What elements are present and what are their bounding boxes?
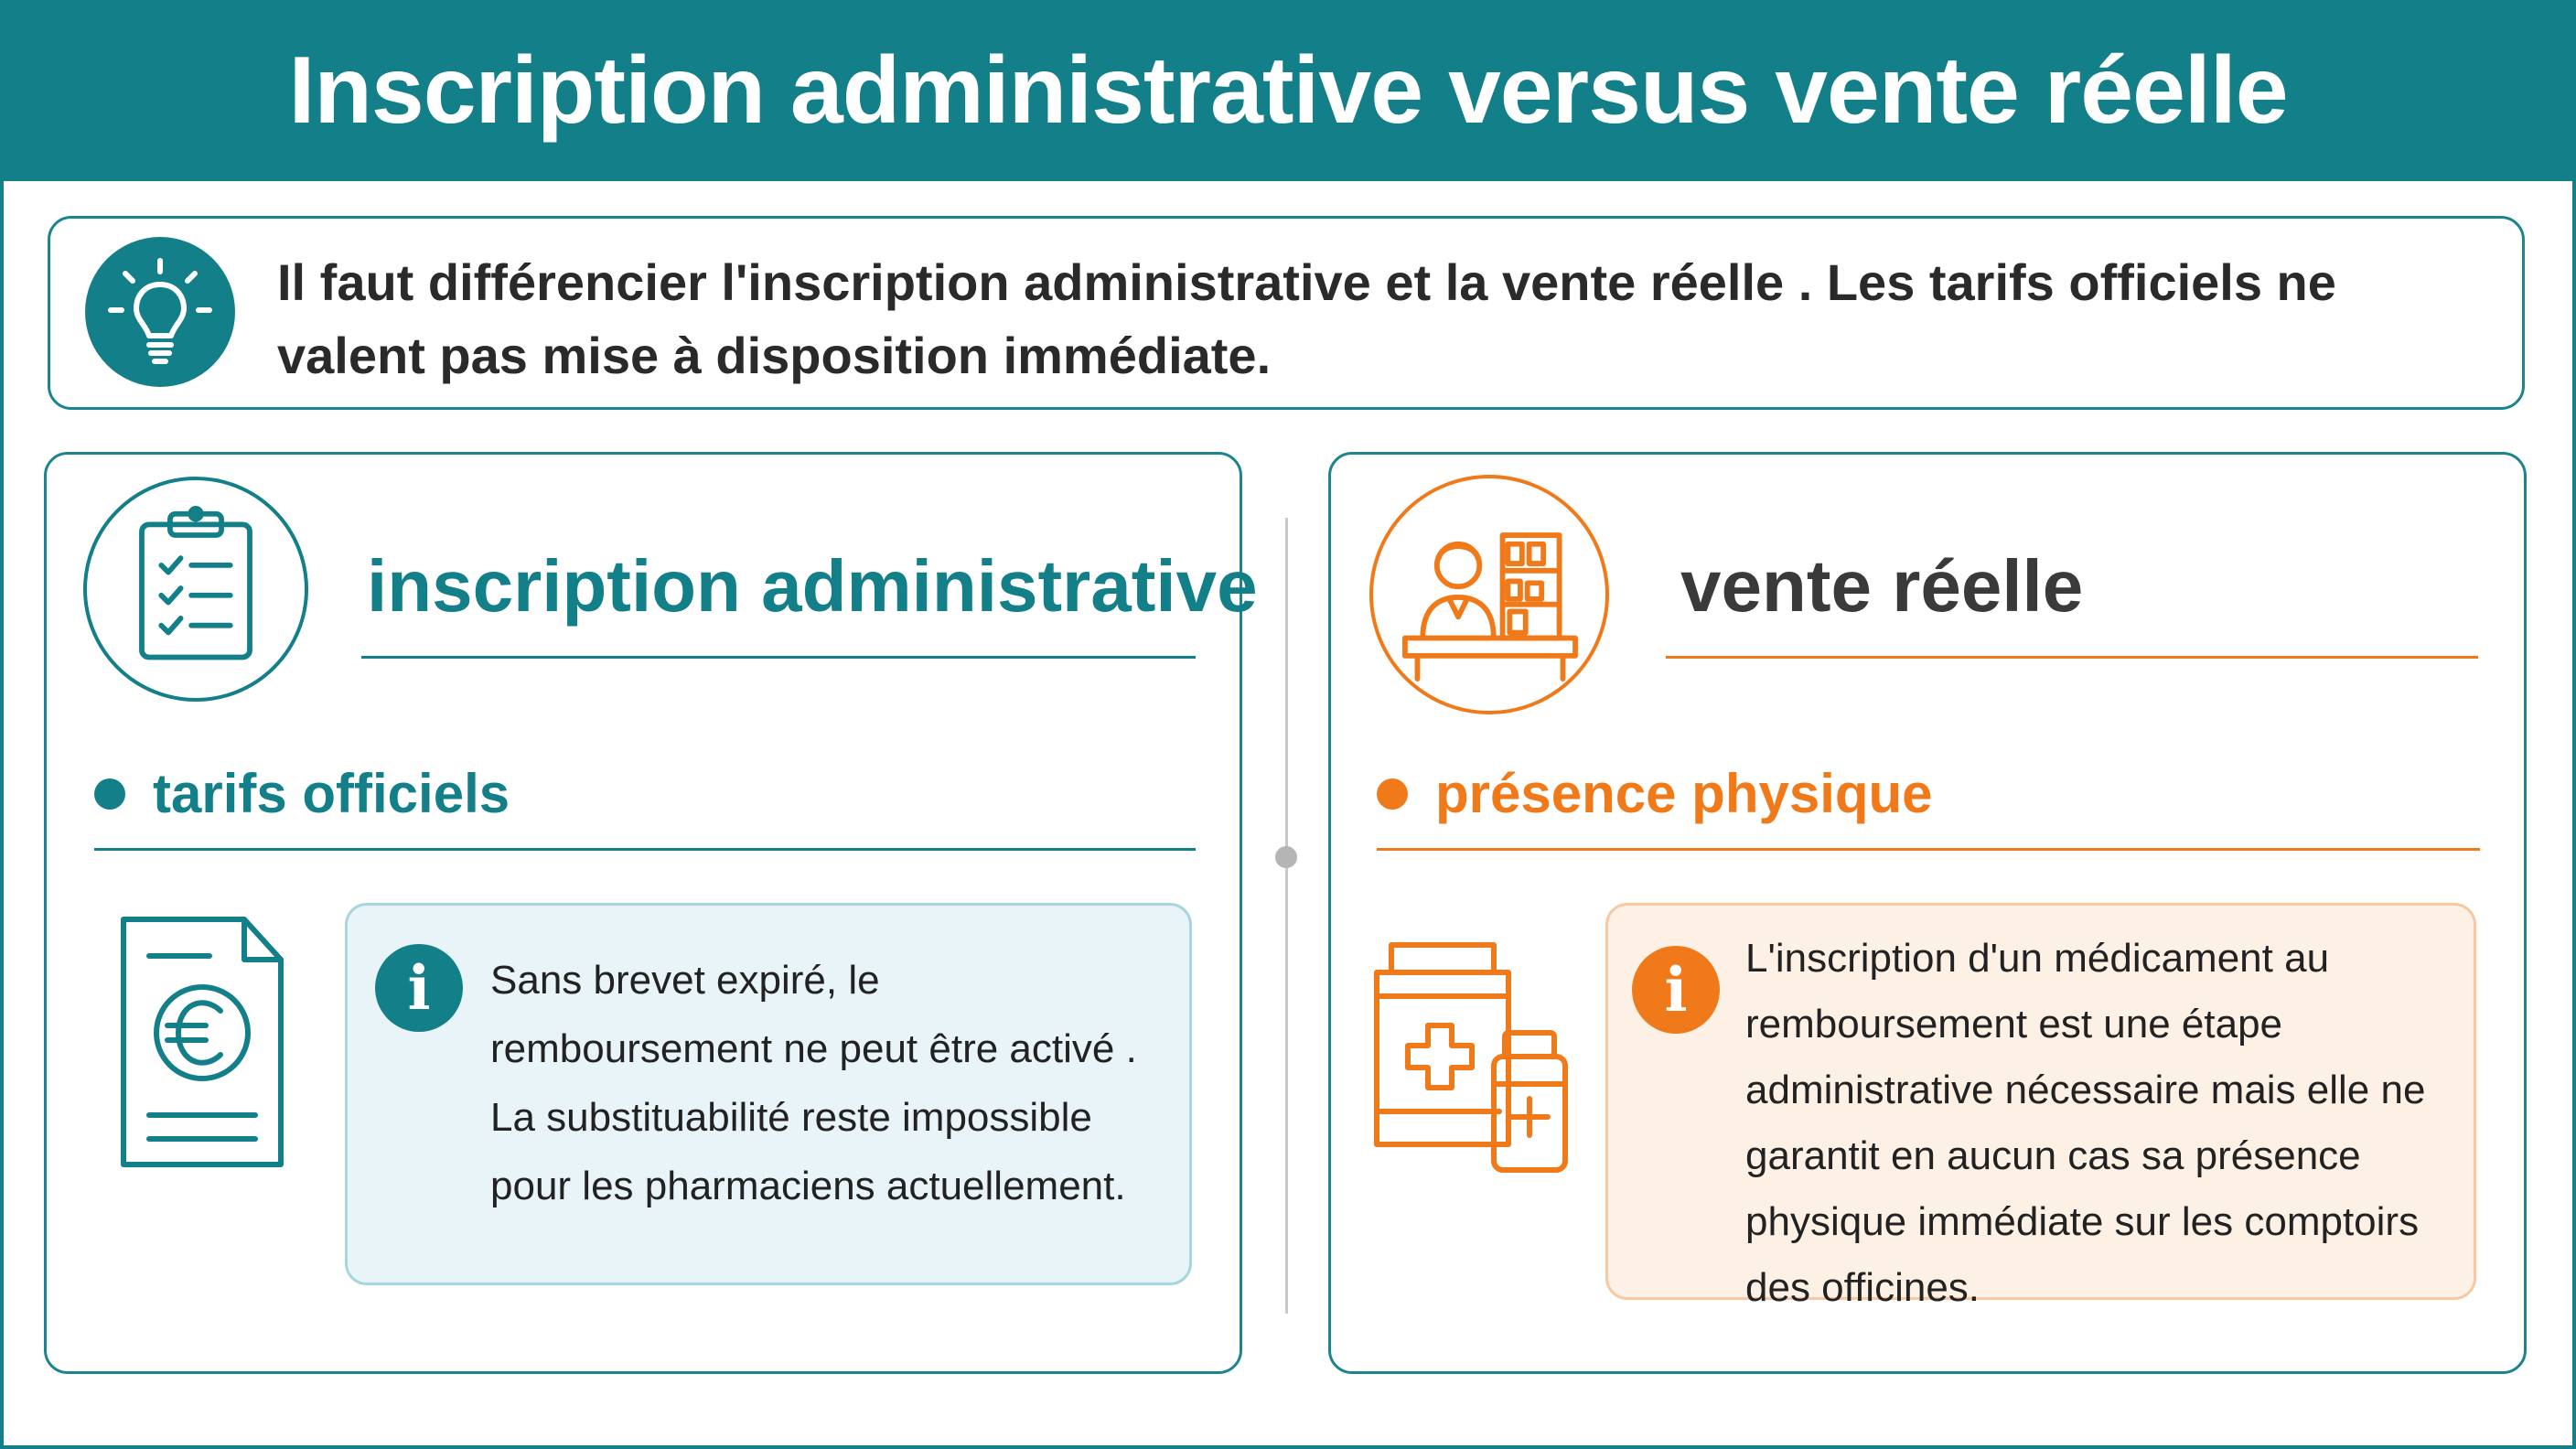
right-subtitle-rule — [1377, 848, 2480, 851]
left-subtitle-rule — [94, 848, 1196, 851]
clipboard-checklist-icon — [83, 477, 308, 702]
intro-text: Il faut différencier l'inscription administrative et la vente réelle . Les tarifs officiels ne valent pas mise à disposition immédiate. — [277, 253, 2336, 384]
right-panel — [1328, 452, 2527, 1374]
intro-box — [48, 216, 2525, 410]
left-subtitle-row — [94, 762, 510, 825]
left-subtitle: tarifs officiels — [153, 763, 510, 824]
left-info-box — [345, 903, 1192, 1285]
right-title-rule — [1666, 656, 2478, 659]
right-subtitle-row — [1377, 762, 1933, 825]
center-divider-dot — [1275, 846, 1297, 868]
left-bullet — [94, 778, 125, 810]
left-title-rule — [361, 656, 1196, 659]
info-icon: i — [375, 944, 463, 1032]
right-subtitle: présence physique — [1435, 763, 1933, 824]
right-info-box — [1605, 903, 2476, 1310]
page-title: Inscription administrative versus vente réelle — [288, 37, 2288, 144]
left-panel — [44, 452, 1258, 1374]
medicine-boxes-icon — [1371, 941, 1582, 1175]
euro-document-icon — [118, 916, 286, 1170]
pharmacist-icon — [1369, 475, 1609, 714]
lightbulb-icon — [85, 237, 235, 387]
center-divider — [1285, 518, 1288, 1314]
right-info-text: L'inscription d'un médicament au remboursement est une étape administrative nécessaire mais elle ne garantit en aucun cas sa présence physique immédiate sur les comptoirs des officines. — [1745, 936, 2426, 1310]
right-panel-title: vente réelle — [1680, 545, 2084, 627]
info-icon: i — [1632, 946, 1720, 1034]
left-panel-title: inscription administrative — [367, 545, 1258, 627]
right-bullet — [1377, 778, 1408, 810]
header-banner — [0, 0, 2576, 181]
left-info-text: Sans brevet expiré, le remboursement ne peut être activé . La substituabilité reste impossible pour les pharmaciens actuellement. — [490, 958, 1137, 1208]
